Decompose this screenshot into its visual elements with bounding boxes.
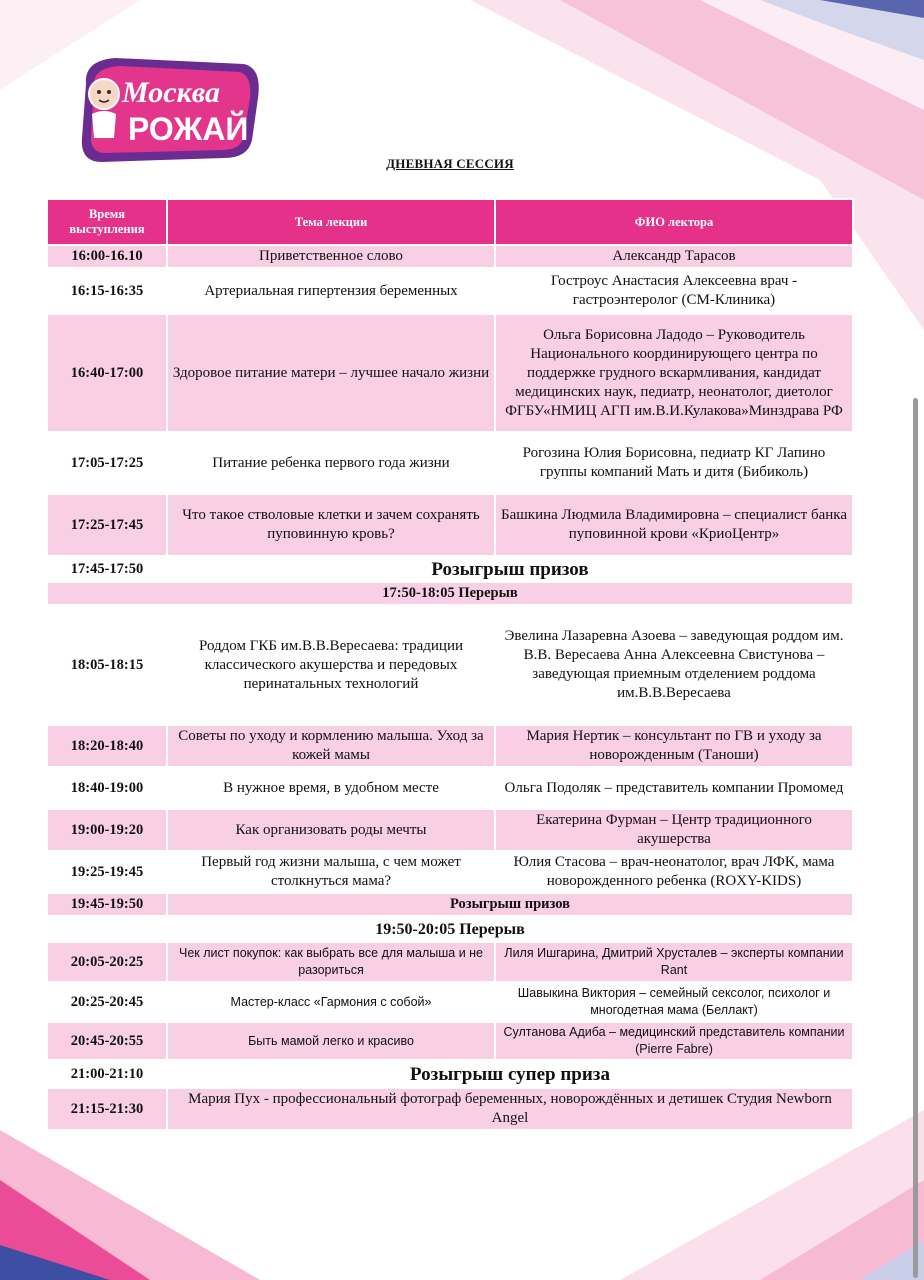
table-row — [47, 556, 853, 582]
row-time: 18:05-18:15 — [47, 605, 167, 725]
table-row — [47, 1088, 853, 1130]
row-speaker: Шавыкина Виктория – семейный сексолог, психолог и многодетная мама (Беллакт) — [495, 982, 853, 1022]
row-speaker: Ольга Подоляк – представитель компании Промомед — [495, 767, 853, 809]
table-row — [47, 942, 853, 982]
row-time: 21:00-21:10 — [47, 1060, 167, 1088]
row-topic: Питание ребенка первого года жизни — [167, 432, 495, 494]
row-time: 20:25-20:45 — [47, 982, 167, 1022]
session-title: ДНЕВНАЯ СЕССИЯ — [386, 156, 514, 171]
row-speaker: Гостроус Анастасия Алексеевна врач - гастроэнтеролог (СМ-Клиника) — [495, 268, 853, 314]
vertical-scrollbar[interactable] — [913, 398, 918, 1278]
table-row — [47, 432, 853, 494]
row-topic: Приветственное слово — [167, 245, 495, 268]
break-row — [47, 582, 853, 605]
row-speaker: Лиля Ишгарина, Дмитрий Хрусталев – эксперты компании Rant — [495, 942, 853, 982]
row-speaker: Мария Нертик – консультант по ГВ и уходу за новорожденным (Таноши) — [495, 725, 853, 767]
row-time: 19:25-19:45 — [47, 851, 167, 893]
row-time: 20:45-20:55 — [47, 1022, 167, 1060]
table-row — [47, 245, 853, 268]
schedule-table — [46, 198, 854, 1131]
row-time: 17:05-17:25 — [47, 432, 167, 494]
row-topic: Роддом ГКБ им.В.В.Вересаева: традиции классического акушерства и передовых перинатальных технологий — [167, 605, 495, 725]
row-topic: Советы по уходу и кормлению малыша. Уход за кожей мамы — [167, 725, 495, 767]
row-merged: Мария Пух - профессиональный фотограф беременных, новорождённых и детишек Студия Newborn Angel — [167, 1088, 853, 1130]
row-speaker: Юлия Стасова – врач-неонатолог, врач ЛФК, мама новорожденного ребенка (ROXY-KIDS) — [495, 851, 853, 893]
row-speaker: Рогозина Юлия Борисовна, педиатр КГ Лапино группы компаний Мать и дитя (Бибиколь) — [495, 432, 853, 494]
row-time: 21:15-21:30 — [47, 1088, 167, 1130]
table-row — [47, 314, 853, 432]
row-topic: В нужное время, в удобном месте — [167, 767, 495, 809]
moskva-rozhai-logo — [76, 54, 264, 164]
prize-draw: Розыгрыш призов — [167, 893, 853, 916]
row-topic: Как организовать роды мечты — [167, 809, 495, 851]
row-time: 17:45-17:50 — [47, 556, 167, 582]
row-speaker: Александр Тарасов — [495, 245, 853, 268]
row-topic: Артериальная гипертензия беременных — [167, 268, 495, 314]
svg-text:Москва: Москва — [122, 76, 220, 109]
table-row — [47, 605, 853, 725]
row-time: 18:20-18:40 — [47, 725, 167, 767]
table-row — [47, 1060, 853, 1088]
table-row — [47, 851, 853, 893]
row-time: 16:40-17:00 — [47, 314, 167, 432]
row-topic: Что такое стволовые клетки и зачем сохранять пуповинную кровь? — [167, 494, 495, 556]
table-row — [47, 982, 853, 1022]
row-topic: Мастер-класс «Гармония с собой» — [167, 982, 495, 1022]
row-topic: Быть мамой легко и красиво — [167, 1022, 495, 1060]
break-label: 17:50-18:05 Перерыв — [47, 582, 853, 605]
svg-text:РОЖАЙ: РОЖАЙ — [128, 111, 249, 147]
row-speaker: Султанова Адиба – медицинский представитель компании (Pierre Fabre) — [495, 1022, 853, 1060]
row-topic: Первый год жизни малыша, с чем может столкнуться мама? — [167, 851, 495, 893]
row-speaker: Эвелина Лазаревна Азоева – заведующая роддом им. В.В. Вересаева Анна Алексеевна Свистунова – заведующая приемным отделением роддома им.В.В.Вересаева — [495, 605, 853, 725]
row-time: 18:40-19:00 — [47, 767, 167, 809]
row-speaker: Екатерина Фурман – Центр традиционного акушерства — [495, 809, 853, 851]
row-time: 20:05-20:25 — [47, 942, 167, 982]
table-row — [47, 767, 853, 809]
table-row — [47, 893, 853, 916]
table-row — [47, 1022, 853, 1060]
row-time: 16:00-16.10 — [47, 245, 167, 268]
row-topic: Чек лист покупок: как выбрать все для малыша и не разориться — [167, 942, 495, 982]
break-label: 19:50-20:05 Перерыв — [47, 916, 853, 942]
row-speaker: Башкина Людмила Владимировна – специалист банка пуповинной крови «КриоЦентр» — [495, 494, 853, 556]
table-row — [47, 494, 853, 556]
table-row — [47, 725, 853, 767]
row-topic: Здоровое питание матери – лучшее начало жизни — [167, 314, 495, 432]
row-time: 16:15-16:35 — [47, 268, 167, 314]
table-row — [47, 809, 853, 851]
header-topic: Тема лекции — [167, 199, 495, 245]
prize-draw: Розыгрыш призов — [167, 556, 853, 582]
break-row — [47, 916, 853, 942]
row-time: 17:25-17:45 — [47, 494, 167, 556]
super-prize-draw: Розыгрыш супер приза — [167, 1060, 853, 1088]
header-time: Время выступления — [47, 199, 167, 245]
row-speaker: Ольга Борисовна Ладодо – Руководитель Национального координирующего центра по поддержке грудного вскармливания, кандидат медицинских наук, педиатр, неонатолог, диетолог ФГБУ«НМИЦ АГП им.В.И.Кулакова»Минздрава РФ — [495, 314, 853, 432]
row-time: 19:45-19:50 — [47, 893, 167, 916]
header-speaker: ФИО лектора — [495, 199, 853, 245]
table-header-row — [47, 199, 853, 245]
row-time: 19:00-19:20 — [47, 809, 167, 851]
table-row — [47, 268, 853, 314]
